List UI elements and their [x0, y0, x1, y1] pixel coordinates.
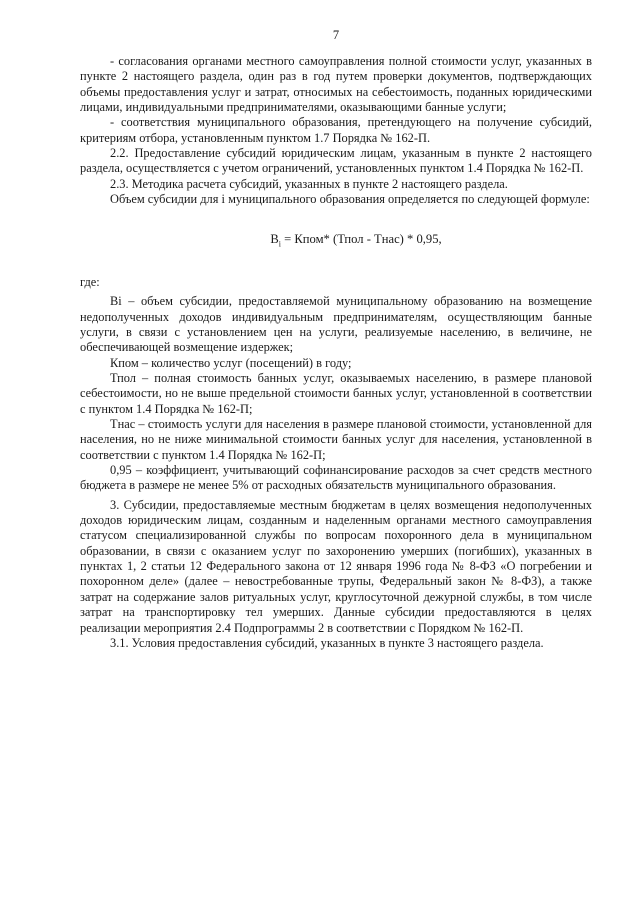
formula-rhs: = Кпом* (Тпол - Тнас) * 0,95, — [280, 232, 442, 247]
definition-bi: Bi – объем субсидии, предоставляемой муниципальному образованию на возмещение недополученных доходов индивидуальным предпринимателям, осуществляющим банные услуги, в связи с установлением цен на услуги, реализуемые населению, в величине, не обеспечивающей возмещение издержек; — [80, 294, 592, 355]
paragraph-3: 3. Субсидии, предоставляемые местным бюджетам в целях возмещения недополученных доходов юридическим лицам, созданным и наделенным органами местного самоуправления статусом специализированной службы по вопросам похоронного дела в муниципальном образовании, в связи с оказанием услуг по захоронению умерших (погибших), указанных в пунктах 1, 2 статьи 12 Федерального закона от 12 января 1996 года № 8-ФЗ «О погребении и похоронном деле» (далее – невостребованные трупы, Федеральный закон № 8-ФЗ), а также затрат на содержание залов ритуальных услуг, круглосуточной дежурной службы, в том числе затрат на транспортировку тел умерших. Данные субсидии предоставляются в целях реализации мероприятия 2.4 Подпрограммы 2 в соответствии с Порядком № 162-П. — [80, 497, 592, 635]
paragraph-3-1: 3.1. Условия предоставления субсидий, указанных в пункте 3 настоящего раздела. — [110, 635, 544, 650]
formula-lhs: B — [270, 232, 279, 247]
page-number: 7 — [332, 28, 340, 42]
definition-kpom: Кпом – количество услуг (посещений) в году; — [110, 355, 352, 370]
paragraph-approval-cost: - согласования органами местного самоуправления полной стоимости услуг, указанных в пункте 2 настоящего раздела, один раз в год путем проверки документов, подтверждающих объемы предоставления услуг и затрат, относимых на себестоимость, поданных юридическими лицами, индивидуальными предпринимателями, оказывающими банные услуги; — [80, 54, 592, 115]
subsidy-formula — [80, 231, 592, 253]
definition-coefficient: 0,95 – коэффициент, учитывающий софинансирование расходов за счет средств местного бюджета в размере не менее 5% от расходных обязательств муниципального образования. — [80, 463, 592, 493]
definition-tnas: Тнас – стоимость услуги для населения в размере плановой стоимости, установленной для населения, но не ниже минимальной стоимости банных услуг для населения, установленной в соответствии с пунктом 1.4 Порядка № 162-П; — [80, 417, 592, 462]
paragraph-formula-intro: Объем субсидии для i муниципального образования определяется по следующей формуле: — [110, 192, 590, 207]
definition-tpol: Тпол – полная стоимость банных услуг, оказываемых населению, в размере плановой себестоимости, но не выше предельной стоимости банных услуг, установленной в соответствии с пунктом 1.4 Порядка № 162-П; — [80, 371, 592, 416]
paragraph-2-3: 2.3. Методика расчета субсидий, указанных в пункте 2 настоящего раздела. — [110, 176, 508, 191]
paragraph-2-2: 2.2. Предоставление субсидий юридическим лицам, указанным в пункте 2 настоящего раздела, осуществляется с учетом ограничений, установленных пунктом 1.4 Порядка № 162-П. — [80, 146, 592, 176]
where-label: где: — [80, 274, 100, 289]
paragraph-selection-criteria: - соответствия муниципального образования, претендующего на получение субсидий, критериям отбора, установленным пунктом 1.7 Порядка № 162-П. — [80, 115, 592, 145]
formula-subscript: i — [278, 239, 281, 249]
